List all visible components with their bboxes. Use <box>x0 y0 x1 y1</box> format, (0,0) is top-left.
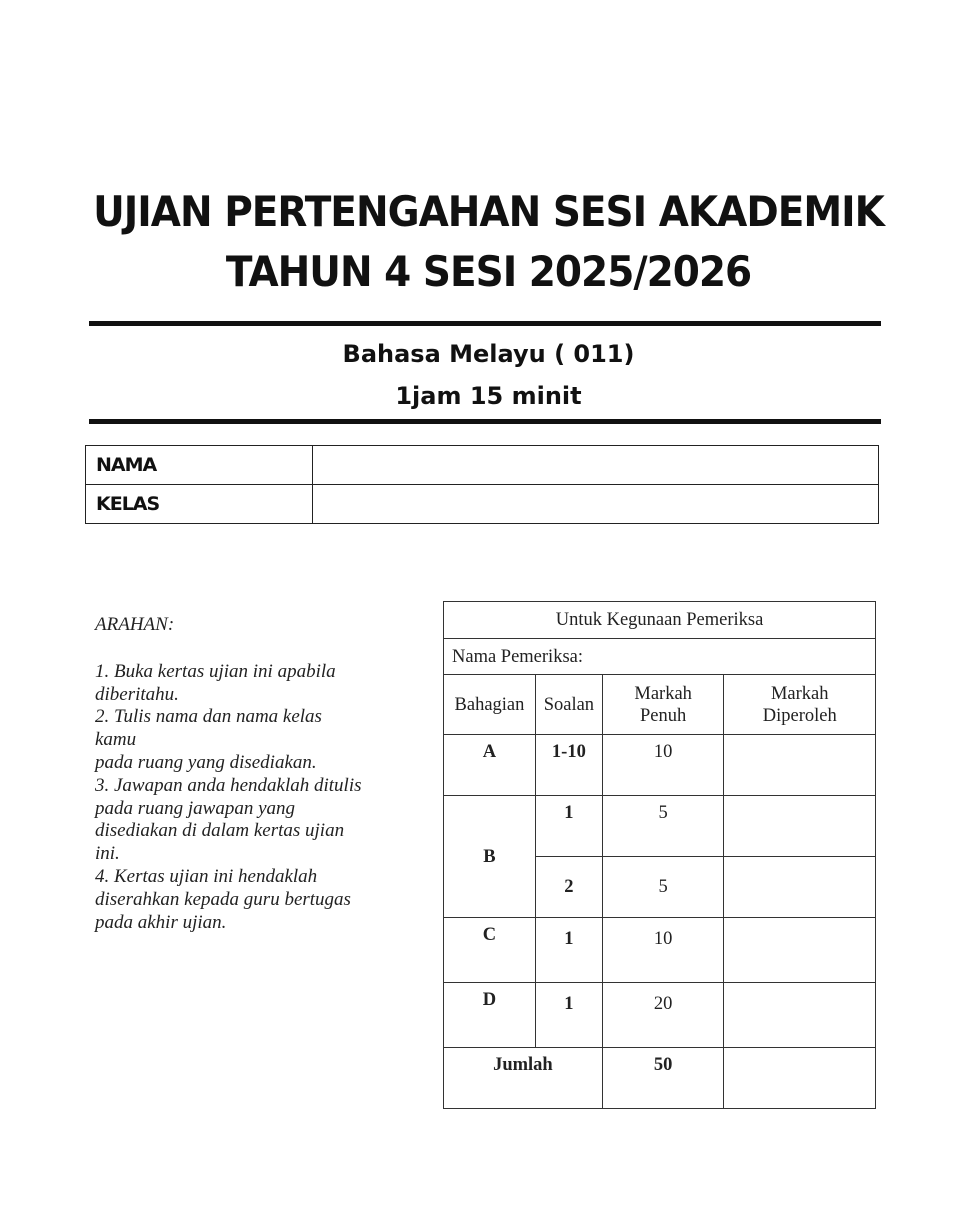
instruction-line: 1. Buka kertas ujian ini apabila <box>95 660 336 682</box>
exam-title-line-1: UJIAN PERTENGAHAN SESI AKADEMIK <box>93 188 884 237</box>
col-full-marks-line2: Penuh <box>640 705 687 726</box>
divider-bottom <box>89 419 881 424</box>
full-marks-cell: 10 <box>602 918 724 983</box>
examiner-table-title: Untuk Kegunaan Pemeriksa <box>444 602 876 639</box>
col-section-header: Bahagian <box>444 675 536 735</box>
section-cell: D <box>444 983 536 1048</box>
question-cell: 1 <box>535 796 602 857</box>
instruction-line: ini. <box>95 843 120 865</box>
question-cell: 1 <box>535 983 602 1048</box>
name-row <box>86 446 879 485</box>
table-row <box>444 735 876 796</box>
table-row <box>444 983 876 1048</box>
instructions <box>95 614 395 934</box>
obtained-marks-cell[interactable] <box>724 857 876 918</box>
question-cell: 1 <box>535 918 602 983</box>
instruction-line: kamu <box>95 729 137 751</box>
section-cell: C <box>444 918 536 983</box>
question-cell: 1-10 <box>535 735 602 796</box>
section-cell: A <box>444 735 536 796</box>
col-obtained-line1: Markah <box>770 683 829 704</box>
full-marks-cell: 20 <box>602 983 724 1048</box>
col-obtained-header <box>724 675 876 735</box>
col-full-marks-header <box>602 675 724 735</box>
examiner-name-label: Nama Pemeriksa: <box>444 639 876 675</box>
examiner-table <box>443 601 876 1109</box>
full-marks-cell: 10 <box>602 735 724 796</box>
instructions-heading: ARAHAN: <box>95 614 175 635</box>
subject-name: Bahasa Melayu ( 011) <box>342 340 635 368</box>
class-label: KELAS <box>86 485 313 524</box>
exam-duration: 1jam 15 minit <box>395 382 582 410</box>
full-marks-cell: 5 <box>602 857 724 918</box>
instruction-line: pada ruang jawapan yang <box>95 797 296 819</box>
col-full-marks-line1: Markah <box>634 683 692 704</box>
col-question-header: Soalan <box>535 675 602 735</box>
instruction-line: pada ruang yang disediakan. <box>95 751 317 773</box>
total-label: Jumlah <box>444 1048 603 1109</box>
total-obtained-marks[interactable] <box>724 1048 876 1109</box>
exam-title-line-2: TAHUN 4 SESI 2025/2026 <box>225 248 752 297</box>
table-row <box>444 796 876 857</box>
table-row <box>444 918 876 983</box>
class-field[interactable] <box>313 485 879 524</box>
question-cell: 2 <box>535 857 602 918</box>
column-header-row <box>444 675 876 735</box>
instruction-line: diserahkan kepada guru bertugas <box>95 888 351 910</box>
total-row <box>444 1048 876 1109</box>
name-label: NAMA <box>86 446 313 485</box>
obtained-marks-cell[interactable] <box>724 983 876 1048</box>
obtained-marks-cell[interactable] <box>724 735 876 796</box>
instruction-line: pada akhir ujian. <box>95 911 227 933</box>
obtained-marks-cell[interactable] <box>724 918 876 983</box>
obtained-marks-cell[interactable] <box>724 796 876 857</box>
col-obtained-line2: Diperoleh <box>762 705 837 726</box>
class-row <box>86 485 879 524</box>
student-info-table <box>85 445 879 524</box>
instruction-line: 4. Kertas ujian ini hendaklah <box>95 865 318 887</box>
instruction-line: 2. Tulis nama dan nama kelas <box>95 706 322 728</box>
instruction-line: 3. Jawapan anda hendaklah ditulis <box>95 774 362 796</box>
instruction-line: disediakan di dalam kertas ujian <box>95 820 345 842</box>
full-marks-cell: 5 <box>602 796 724 857</box>
instruction-line: diberitahu. <box>95 683 179 705</box>
section-cell: B <box>444 796 536 918</box>
total-full-marks: 50 <box>602 1048 724 1109</box>
name-field[interactable] <box>313 446 879 485</box>
divider-top <box>89 321 881 326</box>
